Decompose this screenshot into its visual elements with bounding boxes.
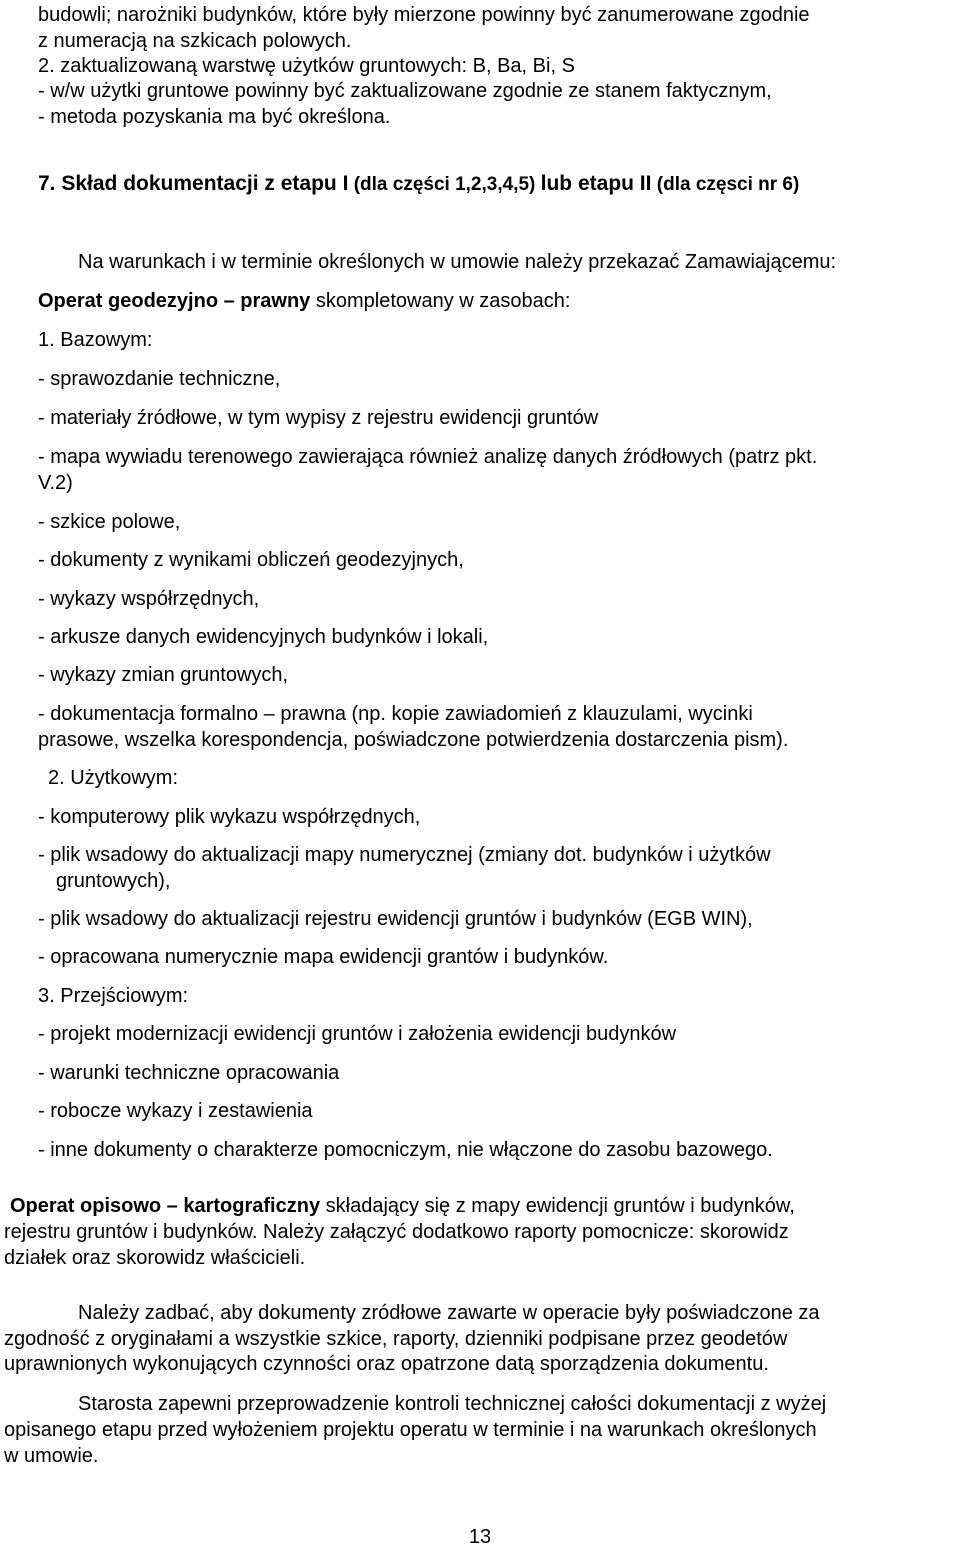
paragraph-line: Starosta zapewni przeprowadzenie kontroli technicznej całości dokumentacji z wyżej	[78, 1393, 827, 1415]
list-item: prasowe, wszelka korespondencja, poświadczone potwierdzenia dostarczenia pism).	[38, 729, 789, 751]
list-item: - dokumentacja formalno – prawna (np. kopie zawiadomień z klauzulami, wycinki	[38, 703, 753, 725]
text-line: z numeracją na szkicach polowych.	[38, 30, 352, 52]
text-line: rejestru gruntów i budynków. Należy załączyć dodatkowo raporty pomocnicze: skorowidz	[4, 1221, 789, 1243]
list-item: - w/w użytki gruntowe powinny być zaktualizowane zgodnie ze stanem faktycznym,	[38, 80, 772, 102]
operat-opisowy-title: Operat opisowo – kartograficzny	[10, 1195, 321, 1217]
list-item: - komputerowy plik wykazu współrzędnych,	[38, 806, 421, 828]
list-item: - plik wsadowy do aktualizacji mapy numerycznej (zmiany dot. budynków i użytków	[38, 844, 771, 866]
list-item: - dokumenty z wynikami obliczeń geodezyjnych,	[38, 549, 464, 571]
paragraph-line: zgodność z oryginałami a wszystkie szkice, raporty, dzienniki podpisane przez geodetów	[4, 1328, 788, 1350]
section-title: 1. Bazowym:	[38, 329, 153, 351]
paragraph-line: w umowie.	[4, 1445, 99, 1467]
list-item: - warunki techniczne opracowania	[38, 1062, 340, 1084]
list-item: - wykazy zmian gruntowych,	[38, 664, 289, 686]
list-item: 2. zaktualizowaną warstwę użytków gruntowych: B, Ba, Bi, S	[38, 55, 575, 77]
operat-opisowy-line	[10, 1193, 795, 1219]
list-item: - sprawozdanie techniczne,	[38, 368, 281, 390]
heading-part: (dla części 1,2,3,4,5)	[348, 174, 541, 195]
operat-line	[38, 288, 570, 314]
list-item: V.2)	[38, 472, 73, 494]
list-item: - opracowana numerycznie mapa ewidencji grantów i budynków.	[38, 946, 609, 968]
text-line: budowli; narożniki budynków, które były mierzone powinny być zanumerowane zgodnie	[38, 4, 810, 26]
section-heading	[38, 171, 799, 198]
list-item: - szkice polowe,	[38, 511, 181, 533]
intro-line: Na warunkach i w terminie określonych w umowie należy przekazać Zamawiającemu:	[78, 251, 837, 273]
list-item: - robocze wykazy i zestawienia	[38, 1100, 313, 1122]
operat-opisowy-rest: składający się z mapy ewidencji gruntów i budynków,	[320, 1195, 795, 1217]
section-title: 2. Użytkowym:	[48, 767, 179, 789]
list-item: - wykazy współrzędnych,	[38, 588, 260, 610]
list-item: - inne dokumenty o charakterze pomocniczym, nie włączone do zasobu bazowego.	[38, 1139, 773, 1161]
heading-part: 7. Skład dokumentacji z etapu I	[38, 172, 349, 195]
heading-part: lub etapu II	[540, 172, 652, 195]
page-number: 13	[468, 1526, 492, 1548]
text-line: działek oraz skorowidz właścicieli.	[4, 1247, 306, 1269]
list-item: - arkusze danych ewidencyjnych budynków i lokali,	[38, 626, 489, 648]
list-item: - materiały źródłowe, w tym wypisy z rejestru ewidencji gruntów	[38, 407, 599, 429]
paragraph-line: Należy zadbać, aby dokumenty zródłowe zawarte w operacie były poświadczone za	[78, 1302, 820, 1324]
list-item: - metoda pozyskania ma być określona.	[38, 106, 391, 128]
list-item: gruntowych),	[56, 870, 171, 892]
section-title: 3. Przejściowym:	[38, 985, 189, 1007]
list-item: - mapa wywiadu terenowego zawierająca również analizę danych źródłowych (patrz pkt.	[38, 446, 818, 468]
operat-rest: skompletowany w zasobach:	[310, 290, 571, 312]
heading-part: (dla częsci nr 6)	[651, 174, 800, 195]
paragraph-line: uprawnionych wykonujących czynności oraz opatrzone datą sporządzenia dokumentu.	[4, 1353, 769, 1375]
list-item: - plik wsadowy do aktualizacji rejestru ewidencji gruntów i budynków (EGB WIN),	[38, 908, 753, 930]
operat-title: Operat geodezyjno – prawny	[38, 290, 311, 312]
paragraph-line: opisanego etapu przed wyłożeniem projektu operatu w terminie i na warunkach określonych	[4, 1419, 817, 1441]
list-item: - projekt modernizacji ewidencji gruntów i założenia ewidencji budynków	[38, 1023, 677, 1045]
